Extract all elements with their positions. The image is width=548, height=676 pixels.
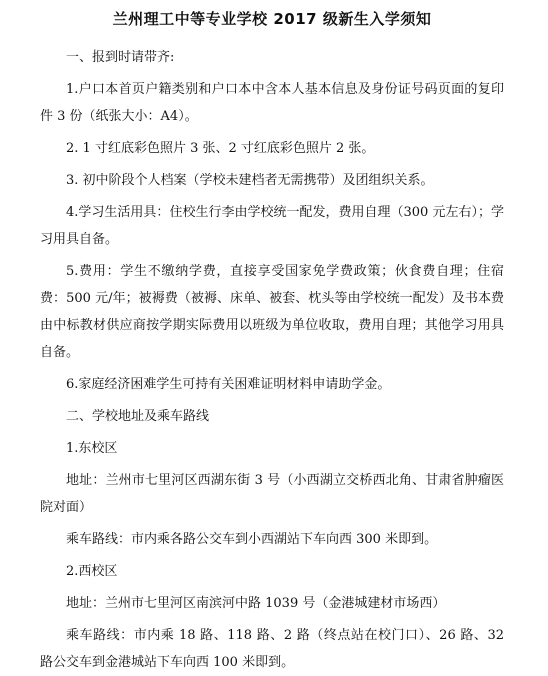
section-heading-address: 二、学校地址及乘车路线 [66,409,210,424]
document-title: 兰州理工中等专业学校 2017 级新生入学须知 [112,10,432,28]
section-heading-registration: 一、报到时请带齐: [66,50,175,65]
item-photos: 2. 1 寸红底彩色照片 3 张、2 寸红底彩色照片 2 张。 [66,141,375,156]
campus-east-address: 地址：兰州市七里河区西湖东街 3 号（小西湖立交桥西北角、甘肃省肿瘤医院对面） [40,473,504,515]
item-financial-aid: 6.家庭经济困难学生可持有关困难证明材料申请助学金。 [66,377,391,392]
item-personal-file: 3. 初中阶段个人档案（学校未建档者无需携带）及团组织关系。 [66,173,434,188]
campus-west-heading: 2.西校区 [66,564,118,579]
campus-east-route: 乘车路线：市内乘各路公交车到小西湖站下车向西 300 米即到。 [66,532,438,547]
campus-west-address: 地址：兰州市七里河区南滨河中路 1039 号（金港城建材市场西） [66,596,446,611]
campus-west-route: 乘车路线：市内乘 18 路、118 路、2 路（终点站在校门口）、26 路、32 路公交车到金港城站下车向西 100 米即到。 [40,628,504,670]
item-household-register: 1.户口本首页户籍类别和户口本中含本人基本信息及身份证号码页面的复印件 3 份（纸张大小：A4）。 [40,82,504,124]
item-fees: 5.费用：学生不缴纳学费，直接享受国家免学费政策；伙食费自理；住宿费：500 元/年；被褥费（被褥、床单、被套、枕头等由学校统一配发）及书本费由中标教材供应商按学期实际费用以班级为单位收取，费用自理；其他学习用具自备。 [40,264,504,360]
item-living-supplies: 4.学习生活用具：住校生行李由学校统一配发，费用自理（300 元左右）；学习用具自备。 [40,205,504,247]
campus-east-heading: 1.东校区 [66,441,118,456]
